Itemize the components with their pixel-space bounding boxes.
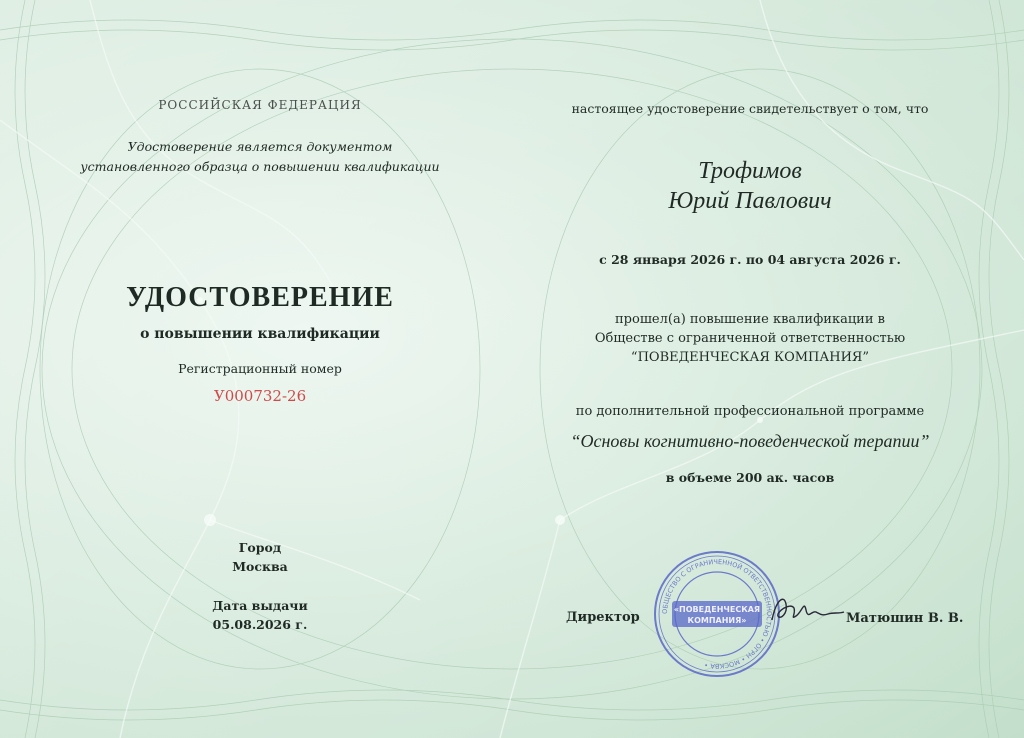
training-period: с 28 января 2026 г. по 04 августа 2026 г. (599, 252, 901, 267)
holder-given-names: Юрий Павлович (668, 188, 832, 214)
program-volume: в объеме 200 ак. часов (665, 470, 835, 485)
issue-date-label: Дата выдачи (212, 598, 308, 613)
document-title: УДОСТОВЕРЕНИЕ (126, 282, 394, 313)
document-subtitle: о повышении квалификации (140, 326, 380, 342)
program-name: “Основы когнитивно-поведенческой терапии” (570, 431, 930, 451)
registration-label: Регистрационный номер (178, 361, 342, 376)
holder-surname: Трофимов (698, 158, 802, 184)
director-name: Матюшин В. В. (846, 611, 964, 626)
stamp-center-text-2: КОМПАНИЯ» (687, 616, 747, 625)
organization-type: Обществе с ограниченной ответственностью (594, 331, 906, 346)
organization-name: “ПОВЕДЕНЧЕСКАЯ КОМПАНИЯ” (630, 350, 870, 365)
program-intro: по дополнительной профессиональной программе (575, 404, 925, 419)
document-status-note (70, 137, 450, 177)
registration-number: У000732-26 (213, 387, 307, 405)
note-line-2: установленного образца о повышении квалификации (80, 159, 440, 174)
director-signature (766, 590, 846, 630)
city-value: Москва (232, 559, 288, 574)
note-line-1: Удостоверение является документом (127, 139, 393, 154)
certifies-intro: настоящее удостоверение свидетельствует о том, что (571, 101, 929, 116)
company-stamp (652, 549, 782, 679)
completion-statement: прошел(а) повышение квалификации в (615, 312, 885, 327)
city-label: Город (238, 540, 282, 555)
stamp-center-text-1: «ПОВЕДЕНЧЕСКАЯ (673, 605, 761, 614)
country-header: РОССИЙСКАЯ ФЕДЕРАЦИЯ (158, 98, 362, 112)
issue-date-value: 05.08.2026 г. (212, 617, 308, 632)
director-label: Директор (566, 610, 640, 625)
stamp-ring-text: ОБЩЕСТВО С ОГРАНИЧЕННОЙ ОТВЕТСТВЕННОСТЬЮ • ОГРН • МОСКВА • (660, 557, 774, 671)
